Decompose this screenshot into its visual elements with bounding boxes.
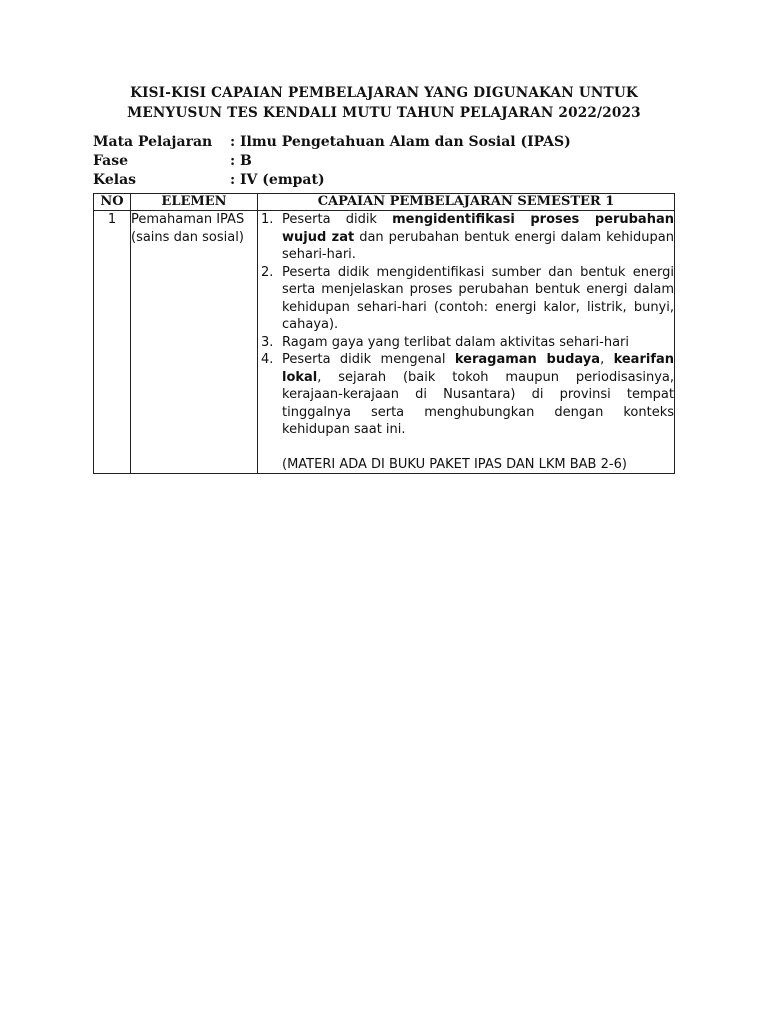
outcome-text: Peserta didik mengenal <box>282 352 455 367</box>
table-header-row <box>94 194 675 211</box>
subject-value: Ilmu Pengetahuan Alam dan Sosial (IPAS) <box>240 134 571 150</box>
outcome-item-1 <box>258 211 674 264</box>
outcome-emphasis: mengidentifikasi proses perubahan wujud zat <box>282 212 674 245</box>
header-no: NO <box>94 194 131 211</box>
outcome-number: 4. <box>261 352 274 367</box>
document-meta <box>93 133 571 190</box>
meta-row-subject <box>93 133 571 152</box>
outcome-emphasis: kearifan lokal <box>282 352 674 385</box>
document-title <box>93 83 675 123</box>
phase-separator: : <box>230 153 236 169</box>
table-row <box>94 211 675 474</box>
learning-outcomes-table <box>93 193 675 474</box>
outcome-item-2 <box>258 264 674 334</box>
title-line-2: MENYUSUN TES KENDALI MUTU TAHUN PELAJARAN 2022/2023 <box>127 105 641 121</box>
outcome-text: dan perubahan bentuk energi dalam kehidupan sehari-hari. <box>282 229 674 262</box>
outcome-number: 1. <box>261 212 274 227</box>
row-element: Pemahaman IPAS (sains dan sosial) <box>131 211 258 474</box>
outcome-number: 2. <box>261 264 274 280</box>
subject-label: Mata Pelajaran <box>93 134 213 150</box>
meta-row-class <box>93 171 571 190</box>
header-element: ELEMEN <box>131 194 258 211</box>
class-label: Kelas <box>93 172 137 188</box>
subject-separator: : <box>230 134 236 150</box>
row-learning-outcomes <box>258 211 675 474</box>
outcome-list <box>258 211 674 439</box>
title-line-1: KISI-KISI CAPAIAN PEMBELAJARAN YANG DIGUNAKAN UNTUK <box>130 85 638 101</box>
outcome-emphasis: keragaman budaya <box>454 352 601 367</box>
class-separator: : <box>230 172 236 188</box>
class-value: IV (empat) <box>240 172 325 188</box>
outcome-item-3 <box>258 334 674 352</box>
materials-note: (MATERI ADA DI BUKU PAKET IPAS DAN LKM BAB 2-6) <box>282 456 627 472</box>
phase-value: B <box>240 153 252 169</box>
row-no: 1 <box>94 211 131 474</box>
header-learning-outcomes: CAPAIAN PEMBELAJARAN SEMESTER 1 <box>258 194 675 211</box>
outcome-text: Peserta didik mengidentifikasi sumber dan bentuk energi serta menjelaskan proses perubahan bentuk energi dalam kehidupan sehari-hari (contoh: energi kalor, listrik, bunyi, cahaya). <box>282 264 674 332</box>
outcome-text: Ragam gaya yang terlibat dalam aktivitas sehari-hari <box>282 334 629 350</box>
outcome-text: , sejarah (baik tokoh maupun periodisasinya, kerajaan-kerajaan di Nusantara) di provinsi tempat tinggalnya serta menghubungkan dengan konteks kehidupan saat ini. <box>282 369 674 437</box>
outcome-text: , <box>600 352 614 367</box>
outcome-text: Peserta didik <box>282 212 393 227</box>
outcome-number: 3. <box>261 334 274 350</box>
outcome-item-4 <box>258 351 674 439</box>
meta-row-phase <box>93 152 571 171</box>
phase-label: Fase <box>93 153 129 169</box>
